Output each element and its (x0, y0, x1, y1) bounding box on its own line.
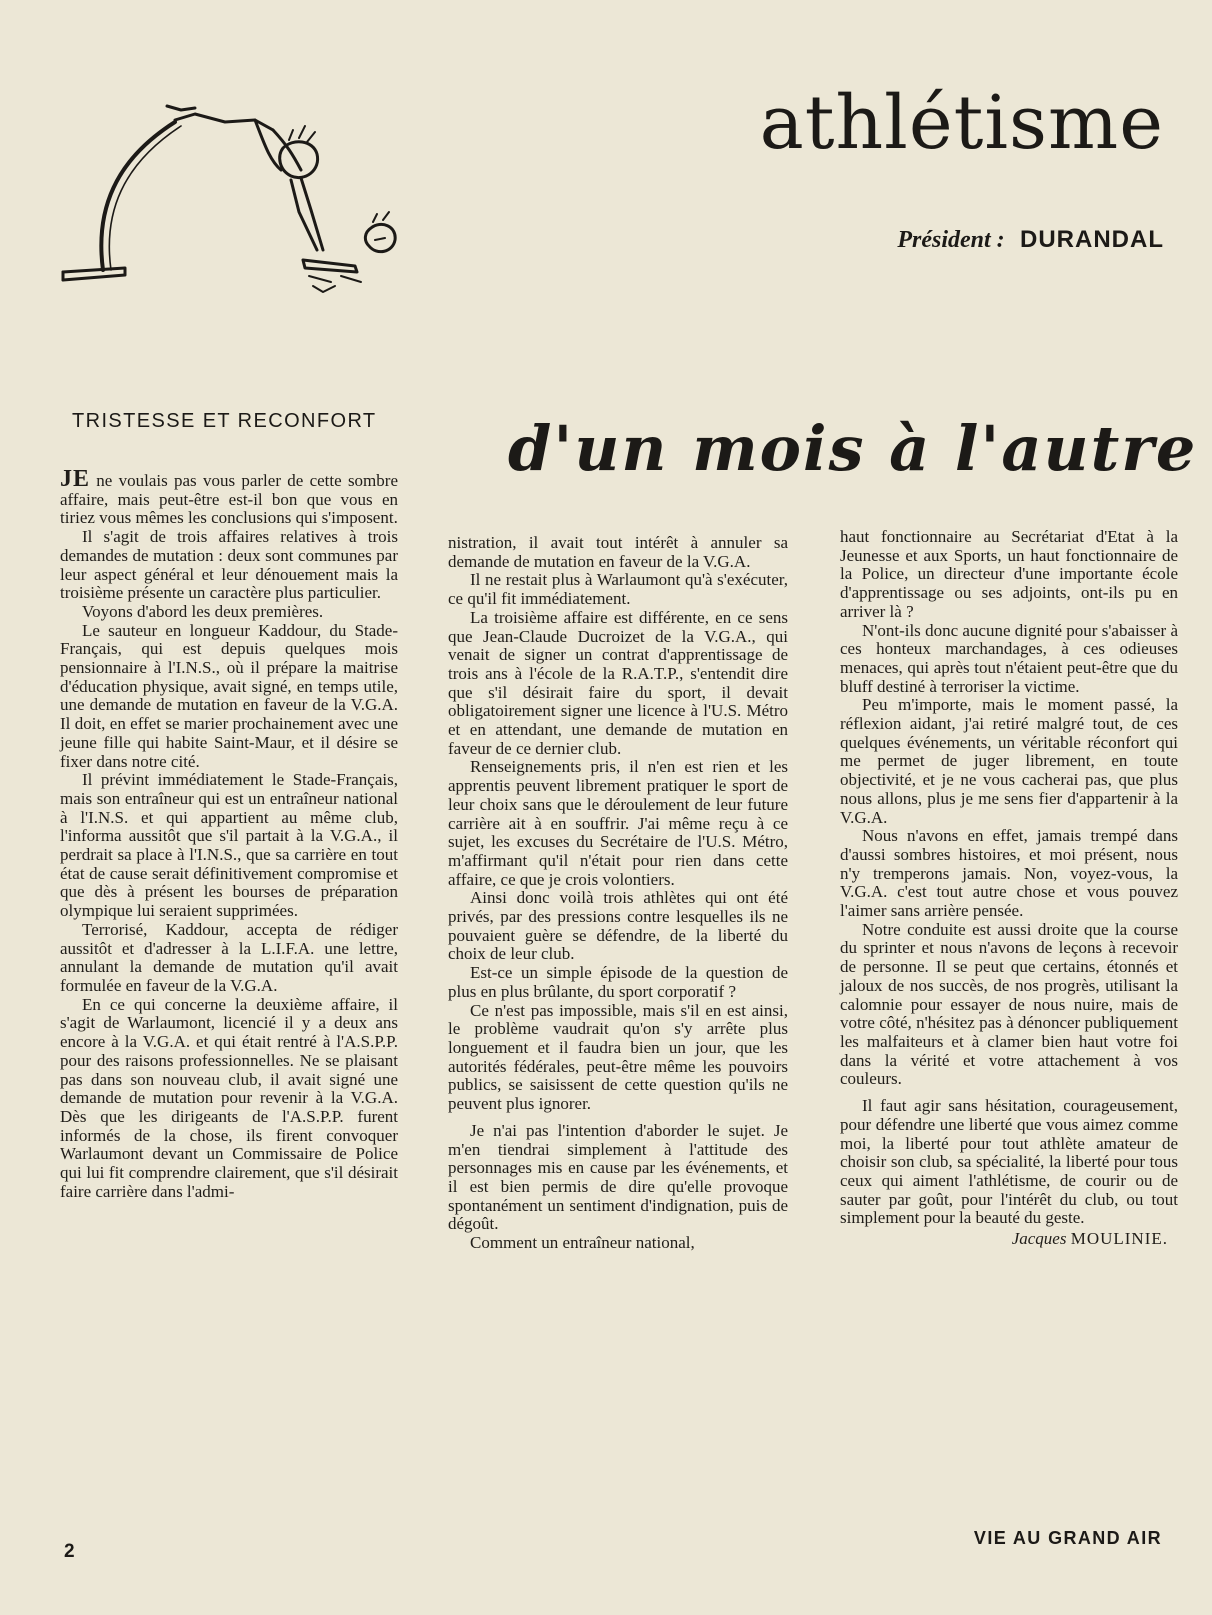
magazine-name: VIE AU GRAND AIR (973, 1528, 1162, 1548)
paragraph: Ce n'est pas impossible, mais s'il en est ainsi, le problème vaudrait qu'on s'y arrête plus longuement et il faudra bien un jour, que les autorités fédérales, peut-être même les pouvoirs publics, se saisissent de cette question qu'ils ne peuvent plus ignorer. (448, 1000, 788, 1114)
drop-cap: JE (60, 466, 91, 492)
paragraph: La troisième affaire est différente, en ce sens que Jean-Claude Ducroizet de la V.G.A., qui venait de signer un contrat d'apprentissage de trois ans à l'école de la R.A.T.P., s'entendit dire que s'il désirait faire du sport, il devait obligatoirement signer une licence à l'U.S. Métro et en attendant, une demande de mutation en faveur de ce dernier club. (448, 607, 788, 758)
paragraph: Il ne restait plus à Warlaumont qu'à s'exécuter, ce qu'il fit immédiatement. (448, 570, 788, 609)
author-last-name: MOULINIE. (1070, 1229, 1168, 1249)
paragraph: Renseignements pris, il n'en est rien et les apprentis peuvent librement pratiquer le sport de leur choix sans que le déroulement de leur future carrière ait à en souffrir. J'ai même reçu à ce sujet, les excuses du Secrétaire de l'U.S. Métro, m'affirmant qu'il n'était pour rien dans cette affaire, ce que je crois volontiers. (448, 757, 788, 889)
paragraph: Je n'ai pas l'intention d'aborder le sujet. Je m'en tiendrai simplement à l'attitude des personnages mis en cause par les événements, et il est bien permis de dire qu'elle provoque spontanément un sentiment d'indignation, puis de dégoût. (448, 1120, 788, 1234)
paragraph: Il s'agit de trois affaires relatives à trois demandes de mutation : deux sont communes par leur aspect général et leur dénouement mais la troisième présente un caractère plus particulier. (60, 527, 398, 603)
paragraph: Le sauteur en longueur Kaddour, du Stade-Français, qui est depuis quelques mois pensionnaire à l'I.N.S., où il prépare la maitrise d'éducation physique, avait signé, en temps utile, une demande de mutation en faveur de la V.G.A. Il doit, en effet se marier prochainement avec une jeune fille qui habite Saint-Maur, et il désire se fixer dans notre cité. (60, 620, 398, 771)
article-kicker: TRISTESSE ET RECONFORT (72, 410, 377, 432)
article-column-2 (448, 534, 788, 1253)
paragraph: Comment un entraîneur national, (470, 1233, 695, 1253)
paragraph: Nous n'avons en effet, jamais trempé dans d'aussi sombres histoires, et moi présent, nous n'y tremperons jamais. Non, voyez-vous, la V.G.A. c'est tout autre chose et vous pouvez l'aimer sans arrière pensée. (840, 826, 1178, 921)
paragraph: nistration, il avait tout intérêt à annuler sa demande de mutation en faveur de la V.G.A. (448, 533, 788, 571)
paragraph: Terrorisé, Kaddour, accepta de rédiger aussitôt et d'adresser à la L.I.F.A. une lettre, annulant la demande de mutation qu'il avait formulée en faveur de la V.G.A. (60, 919, 398, 995)
president-line (897, 226, 1164, 254)
article-headline: d'un mois à l'autre (508, 412, 1198, 485)
paragraph: N'ont-ils donc aucune dignité pour s'abaisser à ces honteux marchandages, à ces odieuses menaces, qui après tout n'étaient peut-être que du bluff destiné à terroriser la victime. (840, 620, 1178, 696)
paragraph (60, 466, 398, 528)
paragraph: Il faut agir sans hésitation, courageusement, pour défendre une liberté que vous aimez comme moi, la liberté pour tout athlète amateur de choisir son club, sa spécialité, la liberté pour tous ceux qui aiment l'athlétisme, de courir ou de sauter par goût, pour l'intérêt du club, ou tout simplement pour la beauté du geste. (840, 1096, 1178, 1228)
page-number: 2 (64, 1541, 75, 1562)
article-column-3 (840, 528, 1178, 1249)
author-first-name: Jacques (1011, 1229, 1067, 1249)
president-name: DURANDAL (1020, 226, 1164, 253)
paragraph: Ainsi donc voilà trois athlètes qui ont été privés, par des pressions contre lesquelles ils ne pouvaient guère se défendre, de la liberté du choix de leur club. (448, 888, 788, 964)
section-title: athlétisme (759, 80, 1164, 166)
paragraph-text: ne voulais pas vous parler de cette sombre affaire, mais peut-être est-il bon que vous en tiriez vous mêmes les conclusions qui s'imposent. (60, 471, 398, 528)
paragraph: haut fonctionnaire au Secrétariat d'Etat à la Jeunesse et aux Sports, un haut fonctionnaire de la Police, un directeur d'une importante école d'apprentissage ou ses adjoints, ont-ils pu en arriver là ? (840, 527, 1178, 621)
paragraph: Est-ce un simple épisode de la question de plus en plus brûlante, du sport corporatif ? (448, 963, 788, 1001)
paragraph: En ce qui concerne la deuxième affaire, il s'agit de Warlaumont, licencié il y a deux ans encore à la V.G.A. et qui était rentré à l'A.S.P.P. pour des raisons professionnelles. Ne se plaisant pas dans son nouveau club, il avait signé une demande de mutation pour revenir à la V.G.A. Dès que les dirigeants de l'A.S.P.P. furent informés de la chose, ils firent convoquer Warlaumont devant un Commissaire de Police qui lui fit comprendre clairement, que s'il désirait faire carrière dans l'admi- (60, 994, 398, 1201)
author-signature (840, 1230, 1178, 1249)
paragraph: Il prévint immédiatement le Stade-Français, mais son entraîneur qui est un entraîneur national à l'I.N.S. et qui appartient au même club, l'informa aussitôt que s'il partait à la V.G.A., il perdrait sa place à l'I.N.S., que sa carrière en tout état de cause serait définitivement compromise et que dès à présent les bourses de préparation olympique lui seraient supprimées. (60, 770, 398, 921)
paragraph: Voyons d'abord les deux premières. (82, 601, 324, 621)
article-column-1 (60, 466, 398, 1201)
paragraph: Notre conduite est aussi droite que la course du sprinter et nous n'avons de leçons à recevoir de personne. Il se peut que certains, étonnés et jaloux de nos succès, de nos progrès, utilisant la calomnie pour essayer de nous nuire, mais de votre côté, n'hésitez pas à dénoncer publiquement les malfaiteurs et à clamer bien haut votre foi dans la vérité et votre attachement à vos couleurs. (840, 919, 1178, 1089)
paragraph: Peu m'importe, mais le moment passé, la réflexion aidant, j'ai retiré malgré tout, de ces quelques événements, un véritable réconfort qui me permet de juger librement, en toute objectivité, et je ne vous cacherai pas, que plus nous allons, plus je me sens fier d'appartenir à la V.G.A. (840, 695, 1178, 827)
pole-vault-illustration (55, 100, 405, 315)
president-label: Président : (897, 227, 1005, 253)
